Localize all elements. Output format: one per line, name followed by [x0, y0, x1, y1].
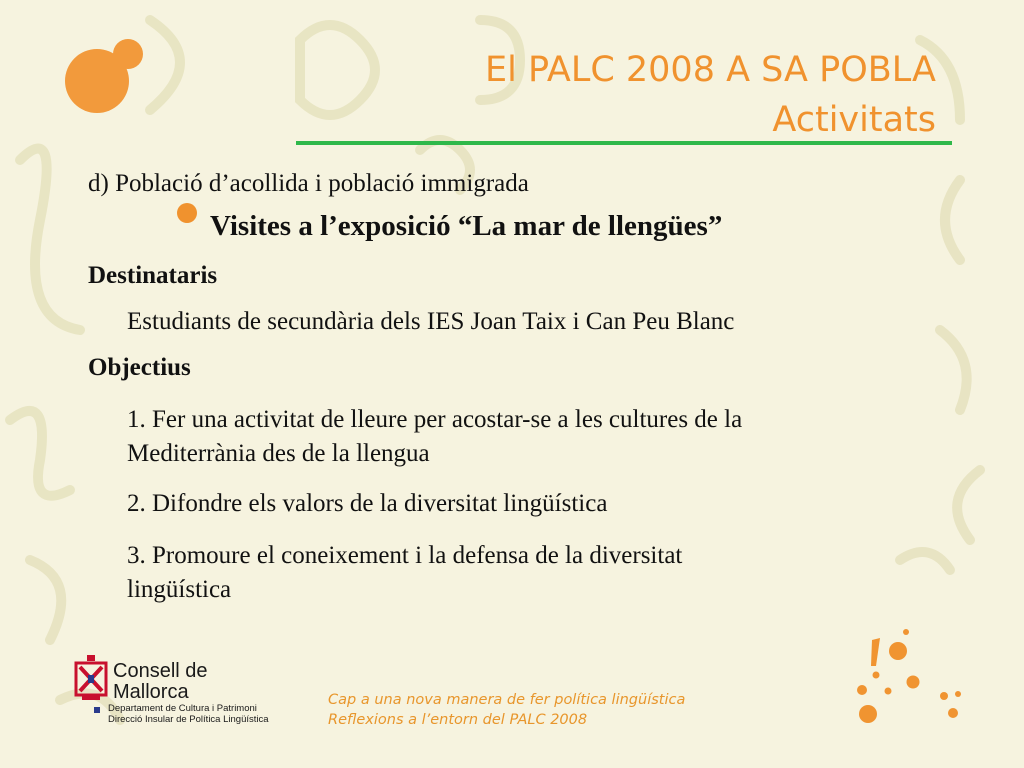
logo-dept-square-icon [94, 707, 100, 713]
logo-dept-line1: Departament de Cultura i Patrimoni [108, 703, 257, 714]
logo-name-line2: Mallorca [113, 681, 189, 703]
bullet-dot-icon [175, 201, 199, 225]
objective-item-2: 2. Difondre els valors de la diversitat lingüística [127, 490, 608, 517]
logo-dept-line2: Direcció Insular de Política Lingüística [108, 714, 269, 725]
footer-line1: Cap a una nova manera de fer política lingüística [328, 692, 686, 708]
title-underline [296, 141, 952, 145]
consell-emblem-icon [72, 655, 110, 701]
section-label: d) Població d’acollida i població immigrada [88, 170, 529, 197]
objective-item-1-line1: 1. Fer una activitat de lleure per acostar-se a les cultures de la [127, 406, 743, 433]
logo-name-line1: Consell de [113, 660, 208, 682]
slide-title: El PALC 2008 A SA POBLA [485, 50, 936, 90]
destinataris-text: Estudiants de secundària dels IES Joan Taix i Can Peu Blanc [127, 308, 735, 335]
objectius-label: Objectius [88, 354, 191, 381]
destinataris-label: Destinataris [88, 262, 218, 289]
objective-item-3-line1: 3. Promoure el coneixement i la defensa de la diversitat [127, 542, 683, 569]
bottom-right-dots [857, 629, 961, 723]
objective-item-1-line2: Mediterrània des de la llengua [127, 440, 430, 467]
activity-heading: Visites a l’exposició “La mar de llengües” [210, 210, 723, 242]
top-left-blobs [65, 39, 143, 113]
objective-item-3-line2: lingüística [127, 576, 232, 603]
slide-subtitle: Activitats [772, 100, 936, 140]
footer-line2: Reflexions a l’entorn del PALC 2008 [328, 712, 588, 728]
